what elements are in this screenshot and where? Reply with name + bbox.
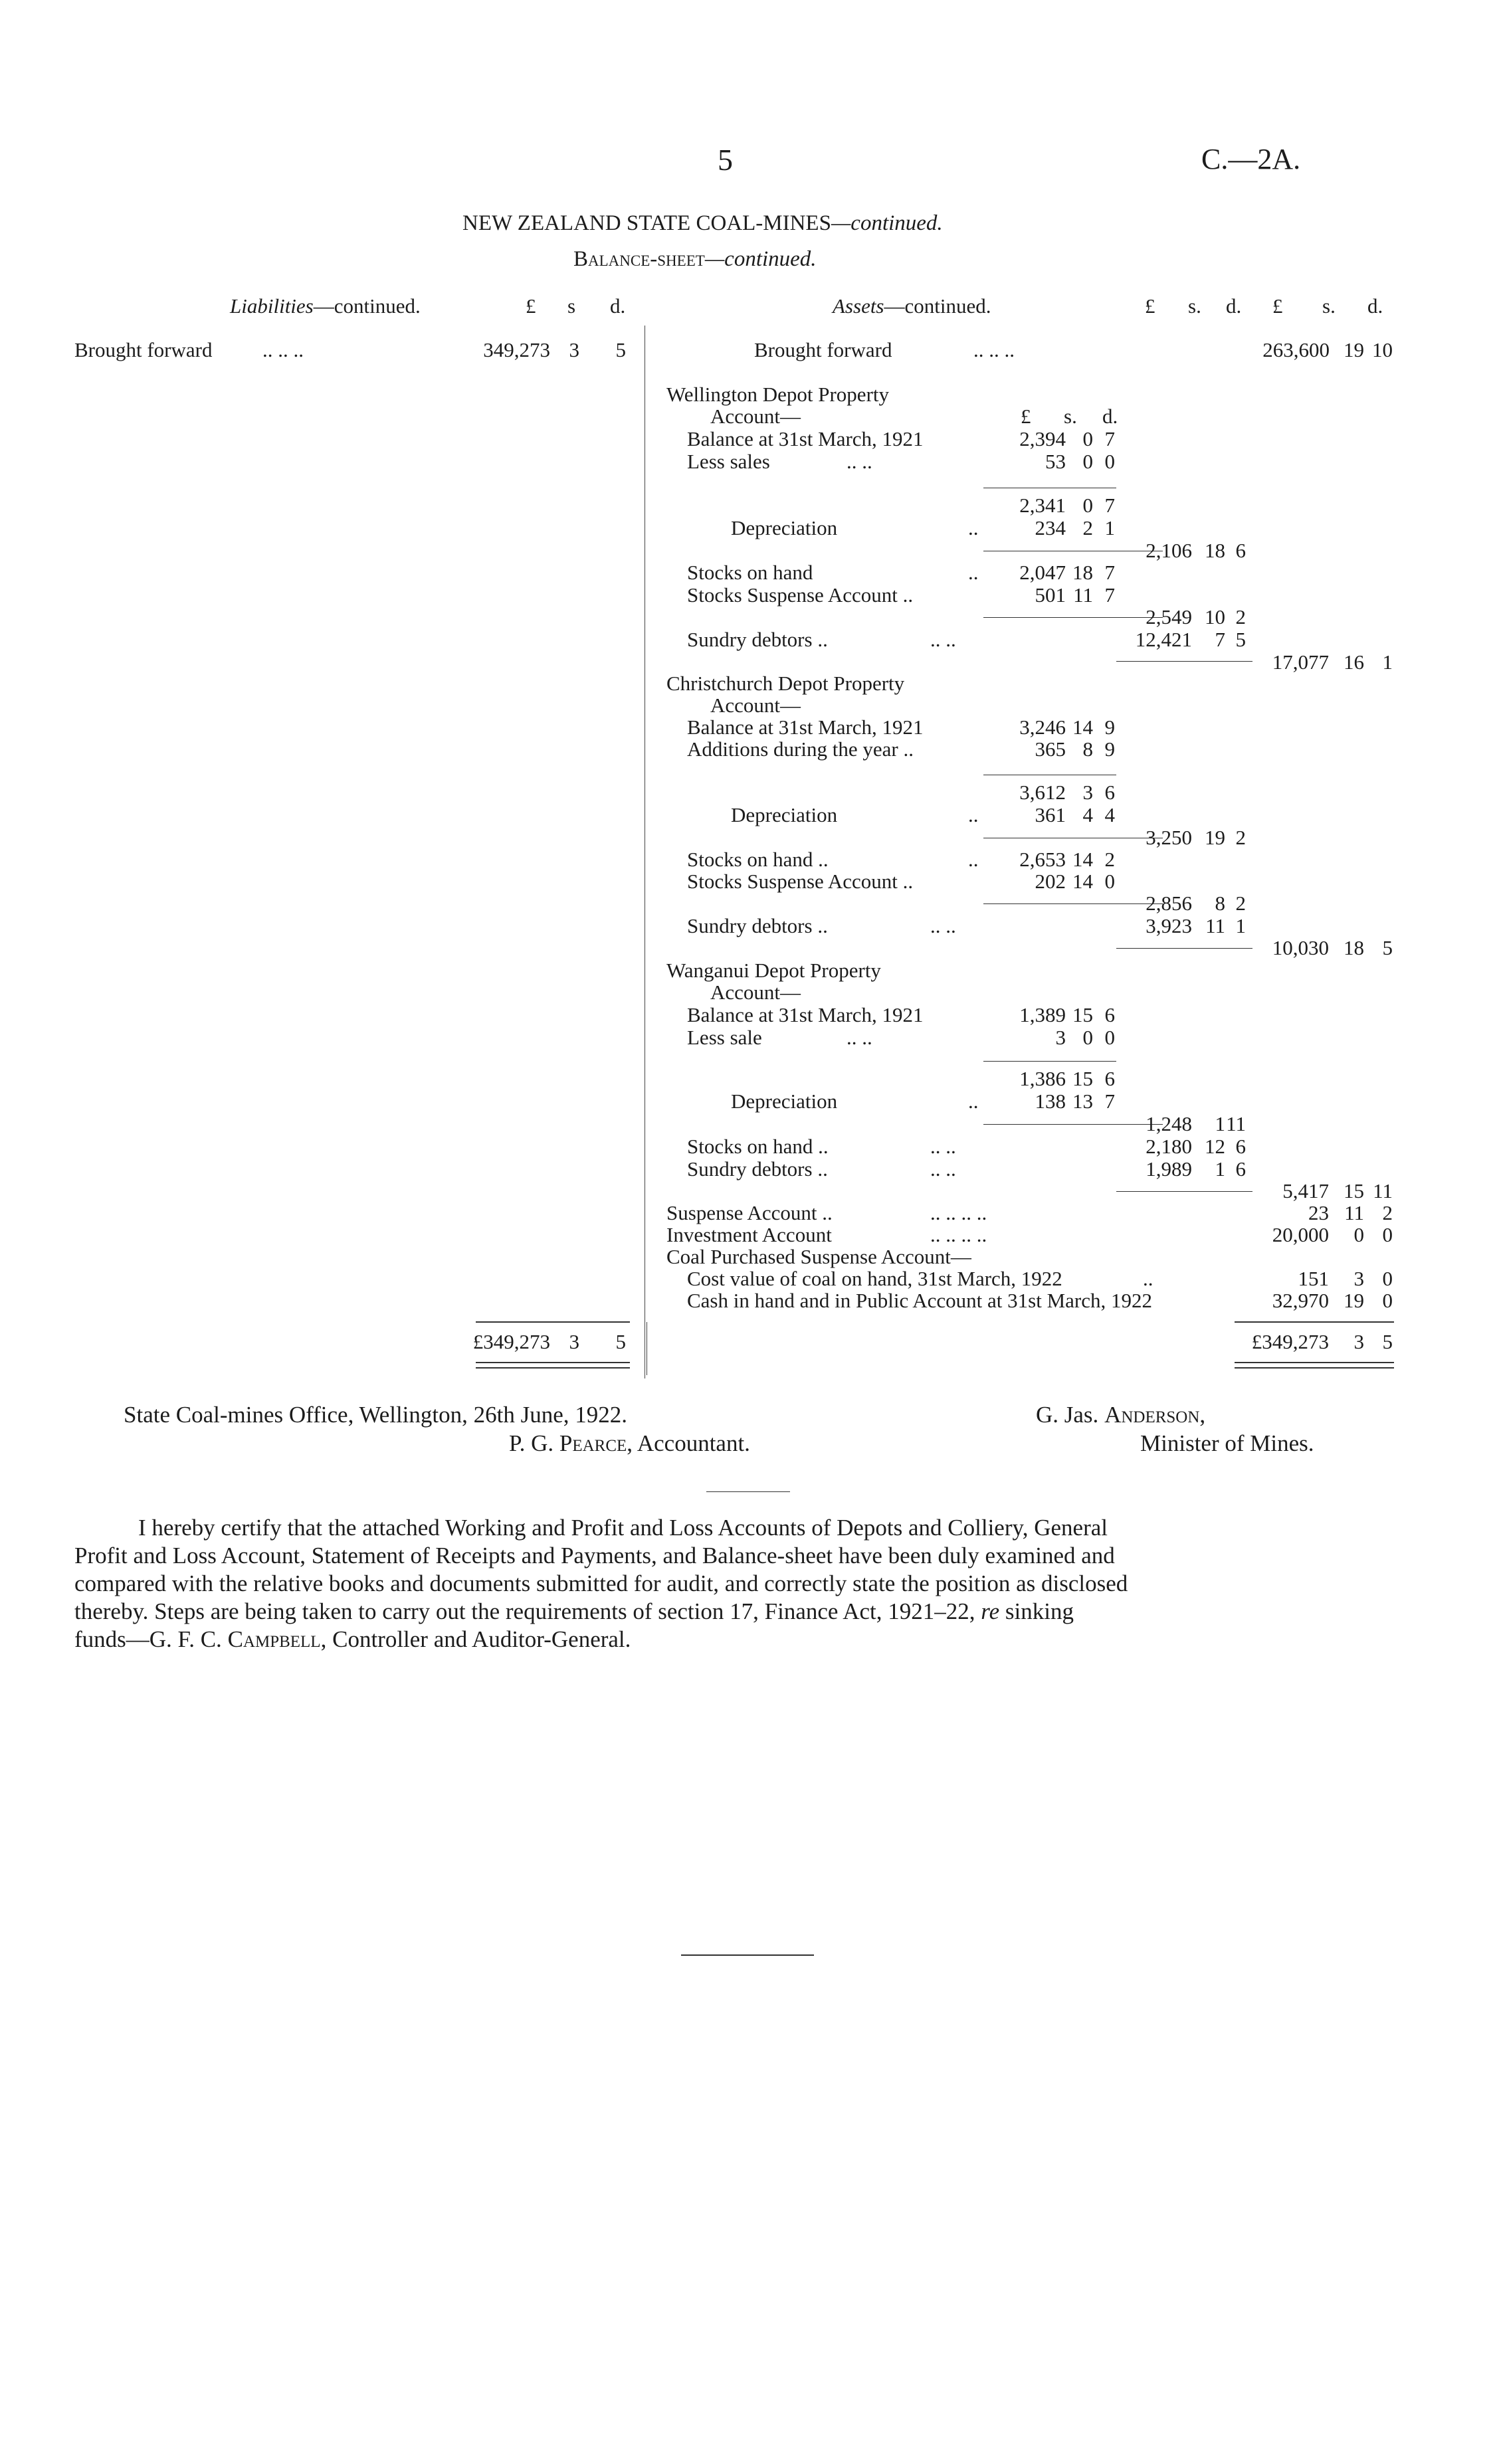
wellington-rule-4 [1116,661,1252,662]
wanganui-stocks-pounds: 2,180 [1146,1135,1192,1158]
certification-line-4-a: thereby. Steps are being taken to carry out the requirements of section 17, Finance Act, 1921–22, [74,1598,981,1624]
coal-cost-dots: .. [1143,1267,1153,1290]
christchurch-debtors-shillings: 11 [1205,914,1225,937]
christchurch-depreciation-pounds: 361 [1035,803,1066,826]
christchurch-depreciation-label: Depreciation [731,803,838,826]
wellington-depreciation-dots: .. [968,516,979,539]
wanganui-title-line1: Wanganui Depot Property [666,959,881,982]
assets-heading [833,295,991,318]
christchurch-net-shillings: 19 [1205,826,1225,849]
assets-heading-italic: Assets [833,294,884,318]
christchurch-stocks-pence: 2 [1104,848,1115,871]
wellington-debtors-label: Sundry debtors .. [687,628,828,651]
wanganui-depreciation-label: Depreciation [731,1090,838,1113]
document-reference: C.—2A. [1201,143,1301,175]
wanganui-balance-pence: 6 [1104,1003,1115,1026]
wanganui-debtors-pounds: 1,989 [1146,1157,1192,1181]
liabilities-brought-forward-pence: 5 [615,338,626,361]
accountant-name: P. G. Pearce [509,1430,627,1456]
wanganui-debtors-label: Sundry debtors .. [687,1157,828,1181]
suspense-account-label: Suspense Account .. [666,1201,833,1224]
wanganui-rule-2 [983,1124,1163,1125]
wellington-title-line1: Wellington Depot Property [666,383,890,406]
assets-heading-rest: —continued. [884,294,991,318]
christchurch-sub1-pounds: 3,612 [1019,781,1066,804]
liabilities-brought-forward-shillings: 3 [569,338,579,361]
christchurch-debtors-pounds: 3,923 [1146,914,1192,937]
wanganui-less-sale-pence: 0 [1104,1026,1115,1049]
christchurch-stocks-total-pence: 2 [1235,892,1246,915]
liabilities-total-rule-bottom-1 [476,1362,630,1363]
christchurch-additions-shillings: 8 [1082,737,1093,761]
wellington-title-line2: Account— [710,405,801,428]
wellington-depreciation-pence: 1 [1104,516,1115,539]
liabilities-brought-forward-label: Brought forward [74,338,213,361]
wellington-stocks-pence: 7 [1104,561,1115,584]
wellington-less-sales-dots: .. .. [847,450,872,473]
cash-in-hand-shillings: 19 [1344,1289,1364,1312]
wanganui-depreciation-shillings: 13 [1072,1090,1093,1113]
wellington-stocks-suspense-label: Stocks Suspense Account .. [687,583,914,607]
liabilities-brought-forward-dots: .. .. .. [262,338,304,361]
wellington-less-sales-pounds: 53 [1045,450,1066,473]
liabilities-pound-heading: £ [526,294,536,318]
christchurch-balance-shillings: 14 [1072,715,1093,739]
wellington-less-sales-label: Less sales [687,450,770,473]
certification-line-5-b: , Controller and Auditor-General. [320,1626,631,1652]
wellington-stocks-shillings: 18 [1072,561,1093,584]
wellington-sub1-pence: 7 [1104,494,1115,517]
christchurch-balance-label: Balance at 31st March, 1921 [687,715,924,739]
assets-brought-forward-pence: 10 [1372,338,1393,361]
wanganui-sub1-pounds: 1,386 [1019,1067,1066,1090]
christchurch-depreciation-shillings: 4 [1082,803,1093,826]
liabilities-total-rule-bottom-2 [476,1367,630,1369]
suspense-account-pounds: 23 [1308,1201,1329,1224]
assets-outer-pound-heading: £ [1272,294,1283,318]
wanganui-total-pence: 11 [1373,1179,1393,1202]
liabilities-total-rule-top [476,1321,630,1323]
certification-line-1: I hereby certify that the attached Working and Profit and Loss Accounts of Depots and Colliery, General [138,1515,1108,1541]
assets-total-rule-bottom-1 [1235,1362,1394,1363]
wanganui-total-shillings: 15 [1344,1179,1364,1202]
wanganui-stocks-pence: 6 [1235,1135,1246,1158]
liabilities-brought-forward-pounds: 349,273 [483,338,550,361]
wellington-stocks-suspense-pounds: 501 [1035,583,1066,607]
certification-line-4 [74,1598,1074,1625]
office-date-line: State Coal-mines Office, Wellington, 26th June, 1922. [124,1402,628,1428]
coal-cost-pounds: 151 [1298,1267,1329,1290]
wanganui-sub1-shillings: 15 [1072,1067,1093,1090]
wellington-balance-pence: 7 [1104,427,1115,450]
certification-line-4-re: re [981,1598,1000,1624]
christchurch-stocks-shillings: 14 [1072,848,1093,871]
wanganui-net-pence: 11 [1226,1112,1246,1135]
accountant-signature [509,1430,750,1457]
wellington-rule-3 [983,617,1163,618]
wellington-net-pounds: 2,106 [1146,539,1192,562]
wanganui-stocks-label: Stocks on hand .. [687,1135,829,1158]
christchurch-stocks-suspense-shillings: 14 [1072,870,1093,893]
christchurch-additions-label: Additions during the year .. [687,737,914,761]
wellington-debtors-pounds: 12,421 [1135,628,1192,651]
document-title-main: NEW ZEALAND STATE COAL-MINES [462,211,831,235]
cash-in-hand-pence: 0 [1382,1289,1393,1312]
wanganui-total-pounds: 5,417 [1282,1179,1329,1202]
wellington-stocks-suspense-shillings: 11 [1073,583,1093,607]
certification-line-4-b: sinking [999,1598,1074,1624]
christchurch-stocks-total-shillings: 8 [1215,892,1225,915]
document-title-continued: —continued. [831,211,943,235]
assets-total-rule-top [1235,1321,1394,1323]
document-subtitle [573,247,817,272]
christchurch-stocks-total-pounds: 2,856 [1146,892,1192,915]
wanganui-less-sale-label: Less sale [687,1026,762,1049]
investment-account-pence: 0 [1382,1223,1393,1246]
investment-account-dots: .. .. .. .. [930,1223,987,1246]
wellington-s-heading: s. [1064,405,1077,428]
wellington-stocks-pounds: 2,047 [1019,561,1066,584]
investment-account-shillings: 0 [1353,1223,1364,1246]
liabilities-total-pounds: £349,273 [472,1330,550,1353]
coal-cost-shillings: 3 [1353,1267,1364,1290]
wellington-debtors-pence: 5 [1235,628,1246,651]
christchurch-total-shillings: 18 [1344,936,1364,959]
suspense-account-pence: 2 [1382,1201,1393,1224]
wellington-total-pence: 1 [1382,650,1393,674]
wellington-balance-pounds: 2,394 [1019,427,1066,450]
christchurch-debtors-dots: .. .. [930,914,956,937]
assets-brought-forward-dots: .. .. .. [973,338,1015,361]
wellington-pound-heading: £ [1021,405,1031,428]
wellington-total-shillings: 16 [1344,650,1364,674]
wellington-stocks-total-pounds: 2,549 [1146,605,1192,628]
christchurch-rule-4 [1116,948,1252,949]
christchurch-rule-3 [983,903,1163,904]
assets-total-shillings: 3 [1353,1330,1364,1353]
christchurch-stocks-dots: .. [968,848,979,871]
christchurch-additions-pence: 9 [1104,737,1115,761]
wanganui-depreciation-dots: .. [968,1090,979,1113]
wellington-net-pence: 6 [1235,539,1246,562]
wellington-balance-shillings: 0 [1082,427,1093,450]
assets-brought-forward-label: Brought forward [754,338,892,361]
assets-total-pounds: £349,273 [1251,1330,1329,1353]
christchurch-stocks-suspense-pence: 0 [1104,870,1115,893]
minister-title: Minister of Mines. [1140,1430,1314,1456]
wanganui-sub1-pence: 6 [1104,1067,1115,1090]
christchurch-balance-pounds: 3,246 [1019,715,1066,739]
christchurch-title-line1: Christchurch Depot Property [666,672,905,695]
wanganui-depreciation-pence: 7 [1104,1090,1115,1113]
wellington-sub1-pounds: 2,341 [1019,494,1066,517]
christchurch-stocks-pounds: 2,653 [1019,848,1066,871]
coal-cost-pence: 0 [1382,1267,1393,1290]
wanganui-net-pounds: 1,248 [1146,1112,1192,1135]
wellington-debtors-dots: .. .. [930,628,956,651]
minister-name: Anderson [1104,1402,1200,1428]
wellington-debtors-shillings: 7 [1215,628,1225,651]
wellington-net-shillings: 18 [1205,539,1225,562]
wellington-stocks-label: Stocks on hand [687,561,813,584]
wellington-less-sales-shillings: 0 [1082,450,1093,473]
certification-line-2: Profit and Loss Account, Statement of Receipts and Payments, and Balance-sheet have been duly examined and [74,1543,1115,1568]
wellington-d-heading: d. [1102,405,1118,428]
liabilities-total-pence: 5 [615,1330,626,1353]
liabilities-heading-rest: —continued. [313,294,421,318]
wellington-stocks-suspense-pence: 7 [1104,583,1115,607]
christchurch-net-pence: 2 [1235,826,1246,849]
wanganui-stocks-shillings: 12 [1205,1135,1225,1158]
minister-name-suffix: , [1199,1402,1206,1428]
christchurch-stocks-suspense-pounds: 202 [1035,870,1066,893]
section-divider [706,1491,790,1492]
wanganui-balance-shillings: 15 [1072,1003,1093,1026]
certification-line-5 [74,1626,631,1653]
wanganui-less-sale-shillings: 0 [1082,1026,1093,1049]
suspense-account-shillings: 11 [1344,1201,1364,1224]
certification-line-3: compared with the relative books and documents submitted for audit, and correctly state the position as disclosed [74,1570,1128,1596]
assets-inner-pound-heading: £ [1145,294,1155,318]
assets-inner-d-heading: d. [1226,294,1242,318]
document-subtitle-main: Balance-sheet [573,247,705,271]
wanganui-debtors-dots: .. .. [930,1157,956,1181]
christchurch-title-line2: Account— [710,694,801,717]
assets-outer-d-heading: d. [1367,294,1383,318]
wanganui-title-line2: Account— [710,981,801,1004]
assets-brought-forward-pounds: 263,600 [1262,338,1330,361]
assets-total-rule-bottom-2 [1235,1367,1394,1369]
suspense-account-dots: .. .. .. .. [930,1201,987,1224]
investment-account-pounds: 20,000 [1272,1223,1329,1246]
christchurch-balance-pence: 9 [1104,715,1115,739]
liabilities-s-heading: s [567,294,576,318]
certification-line-5-a: funds—G. F. C. [74,1626,228,1652]
wanganui-rule-3 [1116,1191,1252,1192]
wanganui-depreciation-pounds: 138 [1035,1090,1066,1113]
wanganui-debtors-shillings: 1 [1215,1157,1225,1181]
christchurch-total-pence: 5 [1382,936,1393,959]
certification-auditor-name: Campbell [227,1626,321,1652]
wanganui-less-sale-pounds: 3 [1055,1026,1066,1049]
cash-in-hand-pounds: 32,970 [1272,1289,1329,1312]
end-rule [681,1954,814,1956]
wellington-depreciation-pounds: 234 [1035,516,1066,539]
christchurch-sub1-shillings: 3 [1082,781,1093,804]
wanganui-net-shillings: 1 [1215,1112,1225,1135]
wellington-sub1-shillings: 0 [1082,494,1093,517]
cash-in-hand-label: Cash in hand and in Public Account at 31st March, 1922 [687,1289,1152,1312]
christchurch-depreciation-dots: .. [968,803,979,826]
wellington-depreciation-shillings: 2 [1082,516,1093,539]
wellington-less-sales-pence: 0 [1104,450,1115,473]
document-subtitle-continued: —continued. [704,247,817,271]
wanganui-balance-pounds: 1,389 [1019,1003,1066,1026]
christchurch-debtors-pence: 1 [1235,914,1246,937]
page-number: 5 [718,143,733,177]
accountant-title: , Accountant. [627,1430,750,1456]
wanganui-balance-label: Balance at 31st March, 1921 [687,1003,924,1026]
christchurch-sub1-pence: 6 [1104,781,1115,804]
liabilities-total-shillings: 3 [569,1330,579,1353]
wanganui-debtors-pence: 6 [1235,1157,1246,1181]
coal-cost-label: Cost value of coal on hand, 31st March, 1922 [687,1267,1062,1290]
christchurch-depreciation-pence: 4 [1104,803,1115,826]
investment-account-label: Investment Account [666,1223,832,1246]
wellington-stocks-total-pence: 2 [1235,605,1246,628]
wellington-total-pounds: 17,077 [1272,650,1329,674]
liabilities-heading [230,295,421,318]
coal-purchased-suspense-label: Coal Purchased Suspense Account— [666,1245,971,1268]
wellington-stocks-dots: .. [968,561,979,584]
wellington-depreciation-label: Depreciation [731,516,838,539]
christchurch-stocks-label: Stocks on hand .. [687,848,829,871]
christchurch-additions-pounds: 365 [1035,737,1066,761]
wanganui-less-sale-dots: .. .. [847,1026,872,1049]
wellington-balance-label: Balance at 31st March, 1921 [687,427,924,450]
wellington-stocks-total-shillings: 10 [1205,605,1225,628]
assets-outer-s-heading: s. [1322,294,1336,318]
assets-total-pence: 5 [1382,1330,1393,1353]
christchurch-stocks-suspense-label: Stocks Suspense Account .. [687,870,914,893]
assets-inner-s-heading: s. [1188,294,1201,318]
wanganui-rule-1 [983,1061,1116,1062]
liabilities-d-heading: d. [610,294,626,318]
document-title [462,211,943,236]
christchurch-debtors-label: Sundry debtors .. [687,914,828,937]
wanganui-stocks-dots: .. .. [930,1135,956,1158]
minister-name-prefix: G. Jas. [1036,1402,1105,1428]
assets-brought-forward-shillings: 19 [1344,338,1364,361]
christchurch-total-pounds: 10,030 [1272,936,1329,959]
christchurch-net-pounds: 3,250 [1146,826,1192,849]
minister-signature [1036,1402,1205,1428]
liabilities-heading-italic: Liabilities [230,294,314,318]
